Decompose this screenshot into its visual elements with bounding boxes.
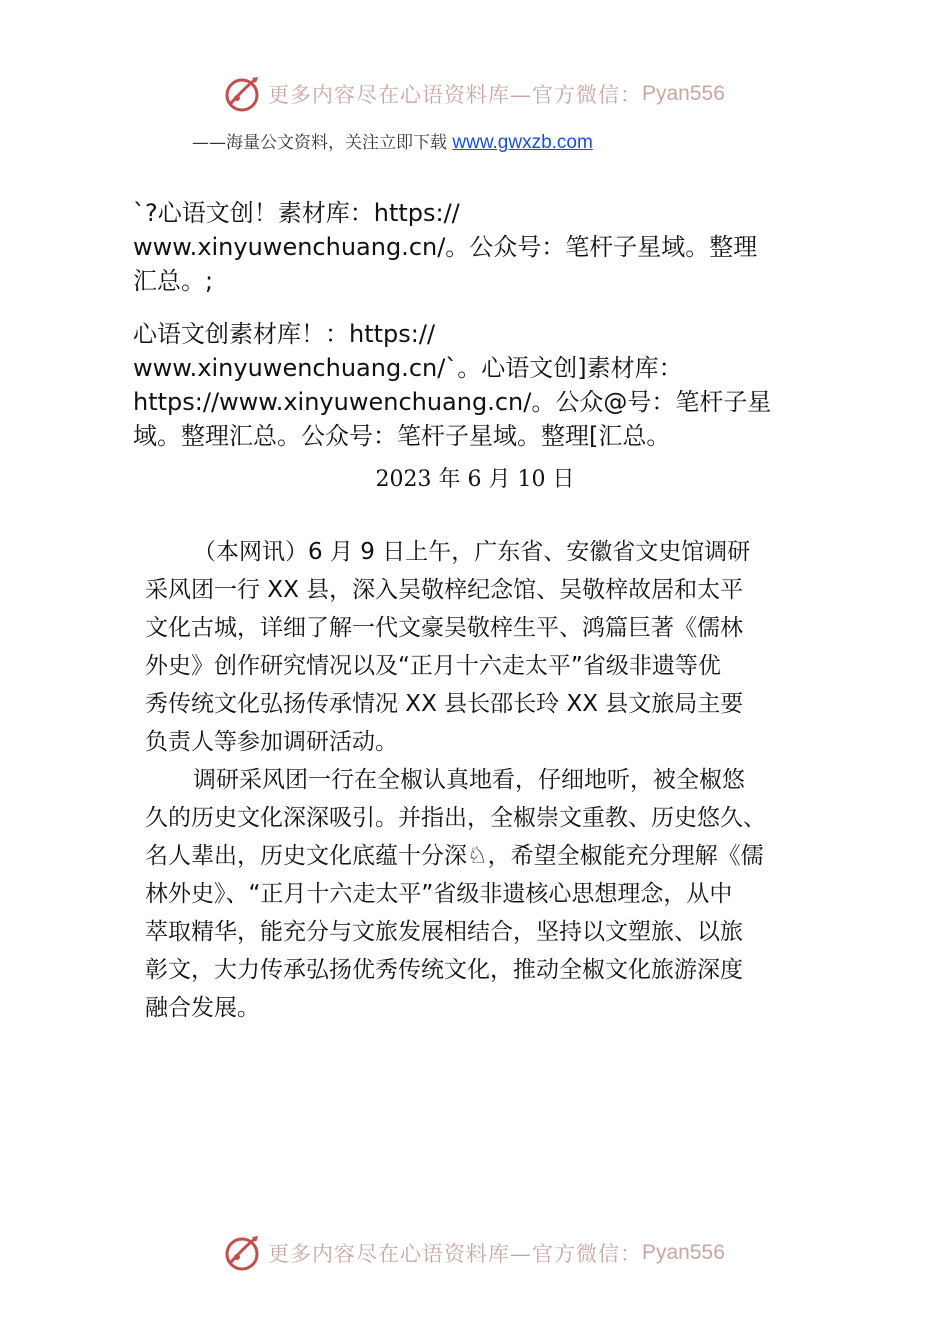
footer-banner: [222, 1231, 725, 1275]
promo-line: www.xinyuwenchuang.cn/。公众号：笔杆子星域。整理: [133, 233, 758, 261]
promo-line: www.xinyuwenchuang.cn/`。心语文创]素材库：: [133, 354, 683, 382]
promo-line: 域。整理汇总。公众号：笔杆子星域。整理[汇总。: [133, 422, 671, 450]
article-paragraph-2: [145, 761, 815, 1027]
paragraph-line: 萃取精华，能充分与文旅发展相结合，坚持以文塑旅、以旅: [145, 919, 743, 945]
paragraph-line: 彰文，大力传承弘扬优秀传统文化，推动全椒文化旅游深度: [145, 957, 743, 983]
tagline: [192, 128, 593, 154]
promo-block-2: [133, 317, 833, 453]
paragraph-line: 文化古城，详细了解一代文豪吴敬梓生平、鸿篇巨著《儒林: [145, 615, 743, 641]
wechat-id: Pyan556: [642, 82, 725, 105]
promo-block-1: [133, 196, 833, 298]
paragraph-line: 名人辈出，历史文化底蕴十分深♘，希望全椒能充分理解《儒: [145, 843, 764, 869]
header-banner: [222, 72, 725, 116]
promo-line: `?心语文创！素材库：https://: [133, 199, 460, 227]
wechat-id: Pyan556: [642, 1241, 725, 1264]
paragraph-line: （本网讯）6 月 9 日上午，广东省、安徽省文史馆调研: [193, 539, 751, 565]
promo-line: 心语文创素材库！：https://: [133, 320, 436, 348]
paragraph-line: 调研采风团一行在全椒认真地看，仔细地听，被全椒悠: [193, 767, 745, 793]
paragraph-line: 秀传统文化弘扬传承情况 XX 县长邵长玲 XX 县文旅局主要: [145, 691, 744, 717]
site-link[interactable]: www.gwxzb.com: [452, 132, 593, 153]
promo-line: https://www.xinyuwenchuang.cn/。公众@号：笔杆子星: [133, 388, 772, 416]
document-date: 2023 年 6 月 10 日: [375, 467, 575, 492]
brand-logo-icon: [222, 1233, 262, 1273]
paragraph-line: 久的历史文化深深吸引。并指出，全椒崇文重教、历史悠久、: [145, 805, 766, 831]
brand-logo-icon: [222, 74, 262, 114]
paragraph-line: 负责人等参加调研活动。: [145, 729, 398, 755]
promo-line: 汇总。;: [133, 267, 214, 295]
article-paragraph-1: [145, 533, 815, 761]
paragraph-line: 外史》创作研究情况以及“正月十六走太平”省级非遗等优: [145, 653, 721, 679]
paragraph-line: 林外史》、“正月十六走太平”省级非遗核心思想理念，从中: [145, 881, 733, 907]
tagline-text: ——海量公文资料，关注立即下载: [192, 133, 453, 153]
paragraph-line: 融合发展。: [145, 995, 260, 1021]
paragraph-line: 采风团一行 XX 县，深入吴敬梓纪念馆、吴敬梓故居和太平: [145, 577, 744, 603]
banner-text: 更多内容尽在心语资料库—官方微信：: [268, 1242, 642, 1266]
banner-text: 更多内容尽在心语资料库—官方微信：: [268, 83, 642, 107]
